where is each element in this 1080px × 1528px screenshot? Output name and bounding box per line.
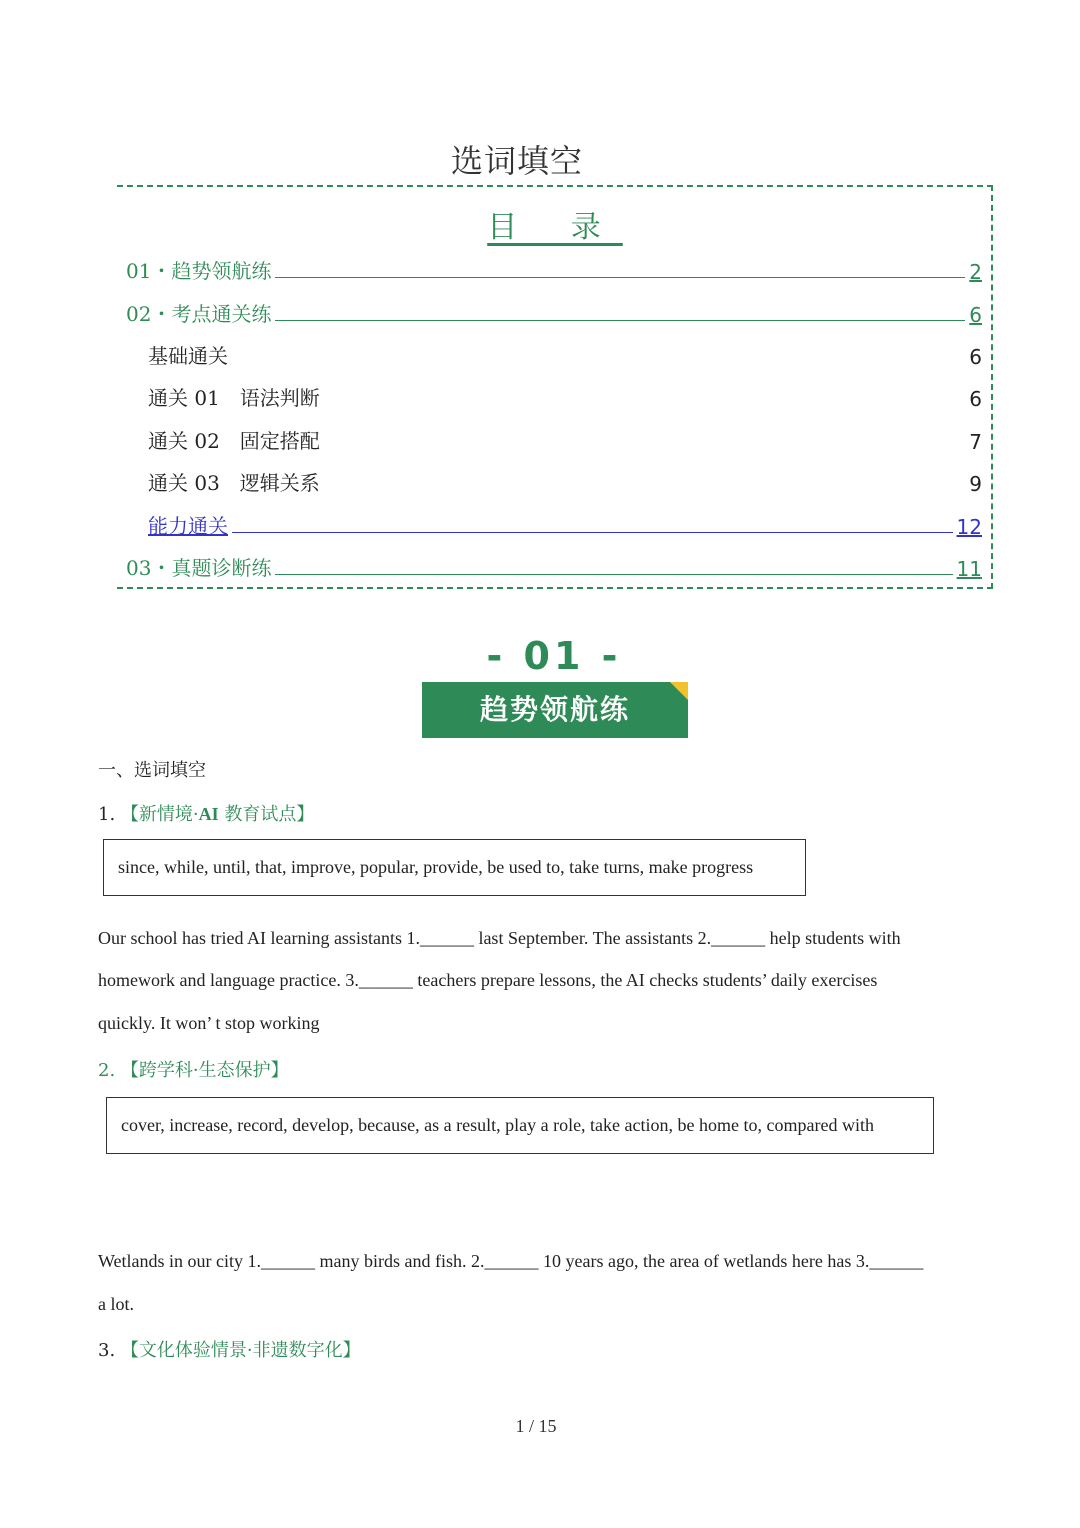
toc-leader-line: [275, 574, 952, 575]
toc-row-label: 能力通关: [148, 514, 228, 538]
question-number: 3.: [98, 1340, 116, 1361]
toc-row-label: 02・考点通关练: [126, 302, 272, 326]
toc-row-label: 基础通关: [148, 344, 228, 368]
toc-leader-line: [275, 320, 965, 321]
toc-row-page: 2: [969, 260, 982, 284]
toc-row-page: 6: [969, 303, 982, 327]
question-3-header: [98, 1336, 361, 1362]
toc-row-page: 11: [956, 557, 982, 581]
passage-1-line-1: Our school has tried AI learning assistants 1.______ last September. The assistants 2.______ help students with: [98, 928, 901, 948]
document-title: 选词填空: [450, 142, 583, 180]
part-heading: 一、选词填空: [98, 760, 206, 781]
question-tag-bold: AI: [198, 804, 219, 824]
toc-row-pass-01[interactable]: [148, 381, 982, 411]
toc-row-03[interactable]: [126, 551, 982, 581]
toc-row-label: 通关 03 逻辑关系: [148, 471, 320, 495]
question-tag-open: 【新情境·: [120, 804, 199, 825]
toc-row-page: 12: [956, 515, 982, 539]
toc-row-page: 9: [969, 472, 982, 496]
toc-row-02[interactable]: [126, 297, 982, 327]
toc-row-page: 6: [969, 387, 982, 411]
toc-leader-line: [275, 277, 965, 278]
word-bank-1: [103, 839, 806, 896]
toc-row-basic[interactable]: [148, 339, 982, 369]
toc-row-page: 6: [969, 345, 982, 369]
toc-row-label: 03・真题诊断练: [126, 556, 272, 580]
passage-1-line-3: quickly. It won’ t stop working: [98, 1013, 320, 1033]
toc-row-page: 7: [969, 430, 982, 454]
page-indicator: 1 / 15: [515, 1416, 557, 1436]
toc-row-label: 通关 02 固定搭配: [148, 429, 320, 453]
passage-2-line-2: a lot.: [98, 1294, 134, 1314]
toc-row-pass-02[interactable]: [148, 424, 982, 454]
toc-leader-line: [324, 447, 965, 448]
question-1-header: [98, 800, 314, 826]
passage-1-line-2: homework and language practice. 3.______ teachers prepare lessons, the AI checks students’ daily exercises: [98, 970, 878, 990]
banner-corner-icon: [670, 682, 688, 700]
word-bank-text: since, while, until, that, improve, popular, provide, be used to, take turns, make progress: [118, 857, 754, 877]
toc-row-label: 01・趋势领航练: [126, 259, 272, 283]
toc-row-pass-03[interactable]: [148, 466, 982, 496]
toc-row-01[interactable]: [126, 254, 982, 284]
word-bank-text: cover, increase, record, develop, because, as a result, play a role, take action, be home to, compared with: [121, 1115, 874, 1135]
question-tag: [121, 804, 314, 825]
toc-heading: 目 录: [487, 210, 623, 245]
passage-2-line-1: Wetlands in our city 1.______ many birds and fish. 2.______ 10 years ago, the area of wetlands here has 3.______: [98, 1251, 924, 1271]
question-number: 2.: [98, 1060, 116, 1081]
toc-row-ability[interactable]: [148, 509, 982, 539]
toc-row-label: 通关 01 语法判断: [148, 386, 320, 410]
section-number: - 01 -: [486, 634, 622, 678]
question-2-header: [98, 1056, 289, 1082]
toc-leader-line: [324, 404, 965, 405]
word-bank-2: [106, 1097, 934, 1154]
toc-leader-line: [232, 532, 953, 533]
toc-leader-line: [324, 489, 965, 490]
toc-leader-line: [232, 362, 965, 363]
section-title: 趋势领航练: [479, 693, 630, 726]
question-tag: 【文化体验情景·非遗数字化】: [120, 1340, 361, 1361]
question-number: 1.: [98, 804, 116, 825]
section-banner: [422, 682, 688, 738]
question-tag: 【跨学科·生态保护】: [120, 1060, 289, 1081]
question-tag-close: 教育试点】: [218, 804, 315, 825]
